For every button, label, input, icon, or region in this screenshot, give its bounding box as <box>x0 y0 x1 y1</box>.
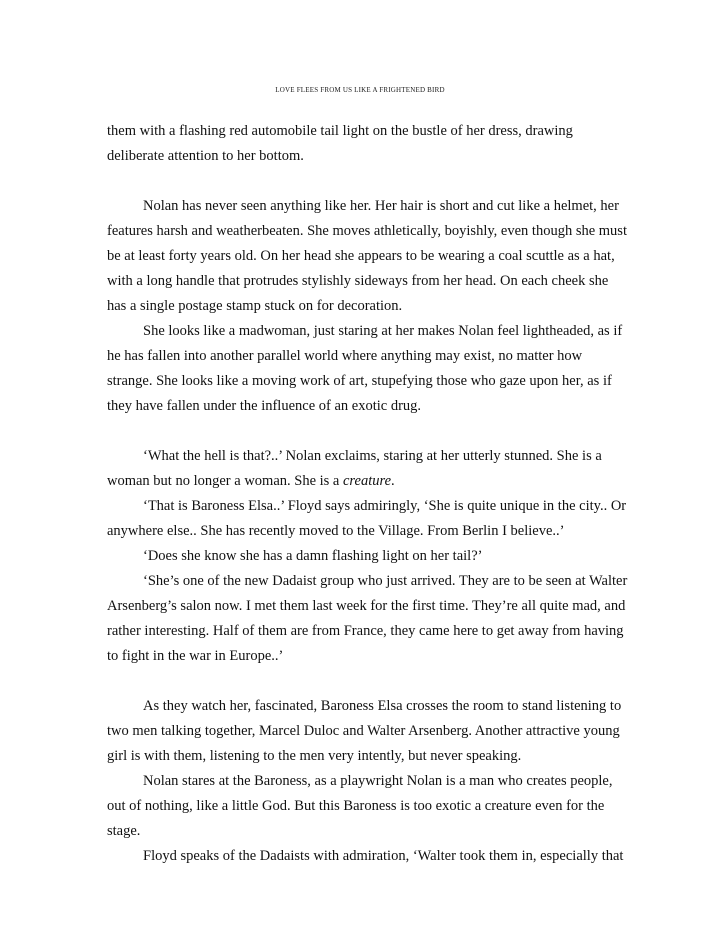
text-line: Floyd speaks of the Dadaists with admiration, ‘Walter took them in, especially that <box>143 848 624 864</box>
text-line: ‘That is Baroness Elsa..’ Floyd says admiringly, ‘She is quite unique in the city.. Or <box>143 498 627 514</box>
text-line: features harsh and weatherbeaten. She moves athletically, boyishly, even though she must <box>107 223 627 239</box>
paragraph-gap <box>107 169 627 194</box>
text-line: deliberate attention to her bottom. <box>107 148 304 164</box>
text-line: rather interesting. Half of them are from France, they came here to get away from having <box>107 623 624 639</box>
text-line: they have fallen under the influence of an exotic drug. <box>107 398 422 414</box>
text-segment: . <box>391 473 395 489</box>
text-line: he has fallen into another parallel world where anything may exist, no matter how <box>107 348 583 364</box>
italic-word: creature <box>343 473 392 489</box>
text-line: Nolan stares at the Baroness, as a playwright Nolan is a man who creates people, <box>143 773 613 789</box>
text-line: with a long handle that protrudes stylishly sideways from her head. On each cheek she <box>107 273 609 289</box>
paragraph-gap <box>107 669 627 694</box>
text-line: strange. She looks like a moving work of art, stupefying those who gaze upon her, as if <box>107 373 612 389</box>
text-line: has a single postage stamp stuck on for decoration. <box>107 298 403 314</box>
text-line: ‘What the hell is that?..’ Nolan exclaims, staring at her utterly stunned. She is a <box>143 448 602 464</box>
text-line: stage. <box>107 823 141 839</box>
paragraph-gap <box>107 419 627 444</box>
text-line: Nolan has never seen anything like her. Her hair is short and cut like a helmet, her <box>143 198 619 214</box>
text-line: ‘Does she know she has a damn flashing light on her tail?’ <box>143 548 483 564</box>
running-header: LOVE FLEES FROM US LIKE A FRIGHTENED BIRD <box>275 86 445 94</box>
text-line: girl is with them, listening to the men very intently, but never speaking. <box>107 748 522 764</box>
text-line: be at least forty years old. On her head she appears to be wearing a coal scuttle as a hat, <box>107 248 615 264</box>
text-line: ‘She’s one of the new Dadaist group who just arrived. They are to be seen at Walter <box>143 573 628 589</box>
text-line: them with a flashing red automobile tail light on the bustle of her dress, drawing <box>107 123 573 139</box>
text-line: As they watch her, fascinated, Baroness Elsa crosses the room to stand listening to <box>143 698 622 714</box>
text-line: Arsenberg’s salon now. I met them last week for the first time. They’re all quite mad, and <box>107 598 626 614</box>
text-line: She looks like a madwoman, just staring at her makes Nolan feel lightheaded, as if <box>143 323 623 339</box>
text-line: to fight in the war in Europe..’ <box>107 648 284 664</box>
text-line <box>107 469 627 494</box>
body-text <box>107 119 627 869</box>
text-line: anywhere else.. She has recently moved to the Village. From Berlin I believe..’ <box>107 523 565 539</box>
text-segment: woman but no longer a woman. She is a <box>107 473 343 489</box>
text-line: out of nothing, like a little God. But this Baroness is too exotic a creature even for the <box>107 798 605 814</box>
text-line: two men talking together, Marcel Duloc and Walter Arsenberg. Another attractive young <box>107 723 620 739</box>
